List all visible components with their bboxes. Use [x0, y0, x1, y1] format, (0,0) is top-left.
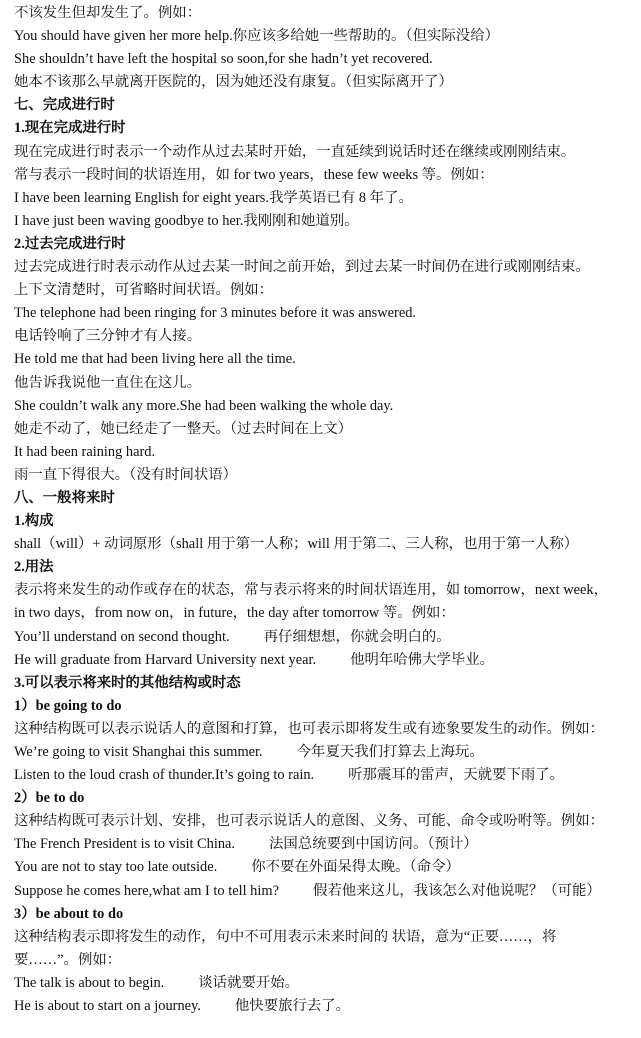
- text-line: [14, 949, 627, 972]
- section-heading: [14, 487, 627, 510]
- line-text: I have just been waving goodbye to her.我刚刚和她道别。: [14, 212, 359, 229]
- line-text: He is about to start on a journey.: [14, 998, 201, 1015]
- text-line: [14, 649, 627, 672]
- text-line: [14, 764, 627, 787]
- text-line: [14, 856, 627, 879]
- line-text: You should have given her more help.你应该多给她一些帮助的。（但实际没给）: [14, 28, 499, 45]
- translation-text: 他快要旅行去了。: [234, 998, 351, 1015]
- section-heading: [14, 510, 627, 533]
- line-text: He told me that had been living here all the time.: [14, 351, 296, 368]
- text-line: [14, 810, 627, 833]
- text-line: [14, 626, 627, 649]
- line-text: The telephone had been ringing for 3 minutes before it was answered.: [14, 305, 417, 322]
- line-text: 现在完成进行时表示一个动作从过去某时开始，一直延续到说话时还在继续或刚刚结束。: [14, 143, 576, 160]
- section-heading: [14, 117, 627, 140]
- line-text: 常与表示一段时间的状语连用，如 for two years，these few weeks 等。例如：: [14, 166, 494, 183]
- line-text: 1.构成: [14, 513, 54, 530]
- line-text: 2）be to do: [14, 790, 85, 807]
- line-text: She shouldn’t have left the hospital so soon,for she hadn’t yet recovered.: [14, 51, 433, 68]
- text-line: [14, 418, 627, 441]
- line-text: 雨一直下得很大。（没有时间状语）: [14, 466, 238, 483]
- translation-text: 听那震耳的雷声，天就要下雨了。: [348, 767, 565, 784]
- text-line: [14, 210, 627, 233]
- line-text: in two days，from now on，in future，the day after tomorrow 等。例如：: [14, 605, 455, 622]
- text-line: [14, 25, 627, 48]
- text-line: [14, 395, 627, 418]
- translation-text: 你不要在外面呆得太晚。（命令）: [251, 859, 460, 876]
- text-line: [14, 2, 627, 25]
- section-heading: [14, 903, 627, 926]
- section-heading: [14, 233, 627, 256]
- text-line: [14, 441, 627, 464]
- text-line: [14, 718, 627, 741]
- translation-text: 法国总统要到中国访问。（预计）: [269, 836, 478, 853]
- line-text: 这种结构表示即将发生的动作，句中不可用表示未来时间的 状语，意为“正要……，将: [14, 928, 557, 945]
- text-line: [14, 833, 627, 856]
- text-line: [14, 279, 627, 302]
- text-line: [14, 579, 627, 602]
- text-line: [14, 972, 627, 995]
- translation-text: 今年夏天我们打算去上海玩。: [296, 744, 484, 760]
- text-line: [14, 325, 627, 348]
- text-line: [14, 187, 627, 210]
- text-line: [14, 302, 627, 325]
- text-line: [14, 880, 627, 903]
- line-text: 他告诉我说他一直住在这儿。: [14, 374, 202, 391]
- text-line: [14, 926, 627, 949]
- line-text: 2.过去完成进行时: [14, 235, 126, 252]
- line-text: 1）be going to do: [14, 697, 122, 714]
- line-text: It had been raining hard.: [14, 443, 156, 460]
- line-text: The French President is to visit China.: [14, 836, 236, 853]
- line-text: 上下文清楚时，可省略时间状语。例如：: [14, 282, 274, 299]
- section-heading: [14, 556, 627, 579]
- text-line: [14, 348, 627, 371]
- text-line: [14, 995, 627, 1018]
- line-text: The talk is about to begin.: [14, 974, 165, 991]
- text-line: [14, 256, 627, 279]
- text-line: [14, 602, 627, 625]
- text-line: [14, 141, 627, 164]
- text-line: [14, 372, 627, 395]
- line-text: 她本不该那么早就离开医院的，因为她还没有康复。（但实际离开了）: [14, 74, 453, 91]
- line-text: I have been learning English for eight years.我学英语已有 8 年了。: [14, 189, 413, 206]
- translation-text: 再仔细想想，你就会明白的。: [263, 628, 451, 645]
- line-text: 2.用法: [14, 559, 54, 576]
- line-text: 这种结构既可以表示说话人的意图和打算，也可表示即将发生或有迹象要发生的动作。例如：: [14, 720, 605, 737]
- line-text: 这种结构既可表示计划、安排，也可表示说话人的意图、义务、可能、命令或吩咐等。例如：: [14, 813, 605, 830]
- line-text: 她走不动了，她已经走了一整天。（过去时间在上文）: [14, 420, 353, 437]
- line-text: We’re going to visit Shanghai this summer.: [14, 744, 263, 760]
- line-text: 七、完成进行时: [14, 97, 115, 114]
- line-text: 要……”。例如：: [14, 951, 122, 968]
- line-text: 过去完成进行时表示动作从过去某一时间之前开始，到过去某一时间仍在进行或刚刚结束。: [14, 259, 590, 276]
- line-text: 电话铃响了三分钟才有人接。: [14, 328, 202, 345]
- line-text: She couldn’t walk any more.She had been walking the whole day.: [14, 397, 394, 414]
- text-line: [14, 533, 627, 556]
- text-line: [14, 741, 627, 764]
- section-heading: [14, 672, 627, 695]
- line-text: shall（will）+ 动词原形（shall 用于第一人称；will 用于第二、三人称，也用于第一人称）: [14, 536, 579, 553]
- line-text: 八、一般将来时: [14, 489, 115, 506]
- translation-text: 谈话就要开始。: [198, 974, 300, 991]
- text-line: [14, 71, 627, 94]
- section-heading: [14, 695, 627, 718]
- line-text: He will graduate from Harvard University next year.: [14, 651, 317, 668]
- text-line: [14, 164, 627, 187]
- line-text: Listen to the loud crash of thunder.It’s going to rain.: [14, 767, 315, 784]
- translation-text: 假若他来这儿，我该怎么对他说呢？（可能）: [312, 882, 601, 899]
- line-text: You’ll understand on second thought.: [14, 628, 230, 645]
- translation-text: 他明年哈佛大学毕业。: [350, 651, 495, 668]
- line-text: 3.可以表示将来时的其他结构或时态: [14, 674, 241, 691]
- line-text: 3）be about to do: [14, 905, 124, 922]
- text-line: [14, 464, 627, 487]
- line-text: Suppose he comes here,what am I to tell him?: [14, 882, 279, 899]
- section-heading: [14, 787, 627, 810]
- line-text: 不该发生但却发生了。例如：: [14, 5, 202, 21]
- line-text: You are not to stay too late outside.: [14, 859, 218, 876]
- line-text: 1.现在完成进行时: [14, 120, 126, 137]
- line-text: 表示将来发生的动作或存在的状态，常与表示将来的时间状语连用，如 tomorrow，next week，: [14, 582, 608, 599]
- section-heading: [14, 94, 627, 117]
- text-line: [14, 48, 627, 71]
